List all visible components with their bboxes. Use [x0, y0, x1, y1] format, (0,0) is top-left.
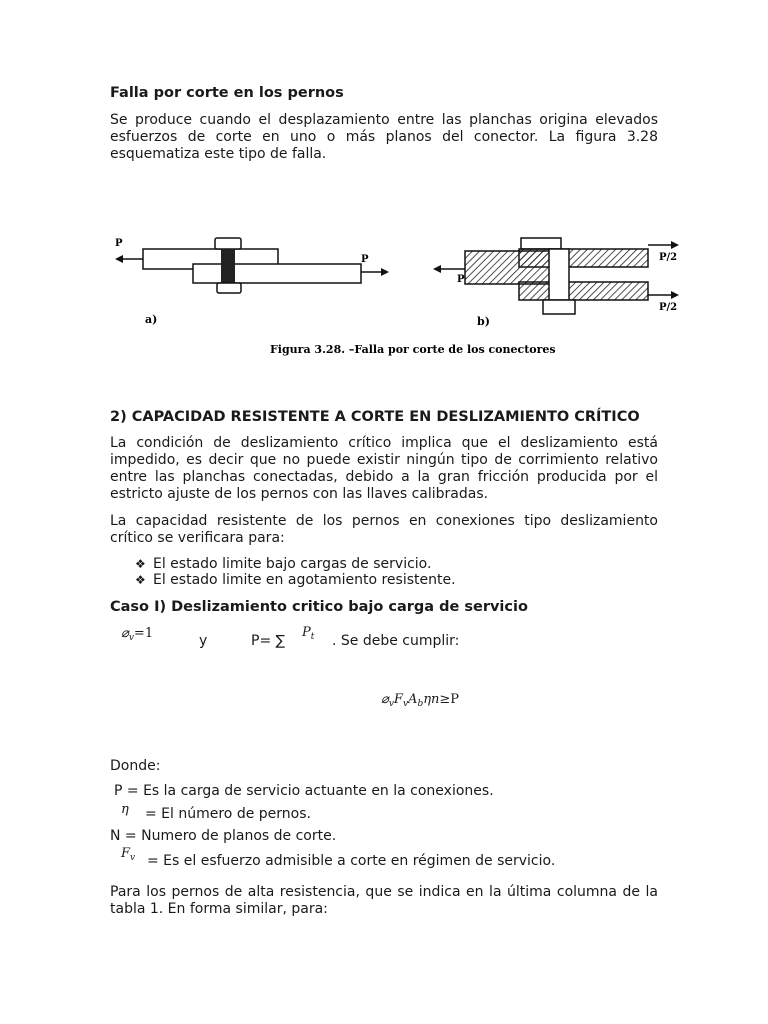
- load-label-p2-top: P/2: [659, 252, 678, 263]
- figure-caption: Figura 3.28. –Falla por corte de los conectores: [270, 343, 556, 356]
- list-item-text: El estado limite en agotamiento resistente.: [153, 572, 456, 588]
- paragraph-line: Para los pernos de alta resistencia, que se indica en la última columna de la: [110, 884, 658, 900]
- section-title-caso: Caso I) Deslizamiento critico bajo carga de servicio: [110, 599, 528, 615]
- phi-v-equation: $⌀_v=1$: [121, 626, 154, 643]
- donde-label: Donde:: [110, 758, 161, 774]
- arrowhead-top: [671, 241, 679, 249]
- bolt-head: [215, 238, 241, 249]
- bolt-nut: [217, 283, 241, 293]
- definition-p: P = Es la carga de servicio actuante en la conexiones.: [114, 783, 494, 799]
- arrowhead-bottom: [671, 291, 679, 299]
- bolt-nut: [543, 300, 575, 314]
- list-item-text: El estado limite bajo cargas de servicio.: [153, 556, 432, 572]
- paragraph-line: esquematiza este tipo de falla.: [110, 146, 327, 162]
- paragraph-line: crítico se verificara para:: [110, 530, 285, 546]
- load-label-p-left: P: [115, 238, 123, 249]
- arrowhead-right: [381, 268, 389, 276]
- load-label-p2-bottom: P/2: [659, 302, 678, 313]
- paragraph-line: entre las planchas conectadas, debido a la gran fricción producida por el: [110, 469, 658, 485]
- se-debe-cumplir: . Se debe cumplir:: [332, 633, 460, 649]
- conjunction-y: y: [199, 633, 208, 649]
- bolt-head: [521, 238, 561, 249]
- diamond-bullet-icon: ❖: [135, 557, 146, 571]
- figure-b-double-shear: [433, 238, 679, 328]
- section-title-falla: Falla por corte en los pernos: [110, 85, 344, 101]
- paragraph-line: La capacidad resistente de los pernos en conexiones tipo deslizamiento: [110, 513, 658, 529]
- load-label-p: P: [457, 274, 465, 285]
- definition-n: N = Numero de planos de corte.: [110, 828, 337, 844]
- bottom-splice-plate: [519, 282, 648, 300]
- main-formula: $⌀_vF_vA_b\eta n\ge P$: [381, 692, 460, 709]
- paragraph-line: esfuerzos de corte en uno o más planos del conector. La figura 3.28: [110, 129, 658, 145]
- lower-plate: [193, 264, 361, 283]
- figure-a-single-shear: [115, 238, 389, 326]
- figure-bolt-shear-failure: [105, 222, 695, 362]
- paragraph-line: Se produce cuando el desplazamiento entre las planchas origina elevados: [110, 112, 658, 128]
- eta-symbol: η: [121, 802, 129, 817]
- bolt-shank: [549, 249, 569, 300]
- paragraph-line: tabla 1. En forma similar, para:: [110, 901, 328, 917]
- pt-term: $P_t$: [302, 625, 315, 642]
- paragraph-line: estricto ajuste de los pernos con las llaves calibradas.: [110, 486, 489, 502]
- load-label-p-right: P: [361, 254, 369, 265]
- fv-symbol: $F_v$: [121, 846, 136, 863]
- list-item: [135, 556, 431, 572]
- arrowhead-left: [433, 265, 441, 273]
- paragraph-line: La condición de deslizamiento crítico implica que el deslizamiento está: [110, 435, 658, 451]
- p-sum-equation: P= ∑: [251, 633, 286, 649]
- label-a: a): [145, 313, 158, 326]
- label-b: b): [477, 315, 490, 328]
- section-title-capacidad: 2) CAPACIDAD RESISTENTE A CORTE EN DESLIZAMIENTO CRÍTICO: [110, 409, 640, 425]
- bolt-shank: [221, 249, 235, 283]
- list-item: [135, 572, 456, 588]
- definition-fv: = Es el esfuerzo admisible a corte en régimen de servicio.: [147, 853, 556, 869]
- diamond-bullet-icon: ❖: [135, 573, 146, 587]
- definition-eta: = El número de pernos.: [145, 806, 311, 822]
- paragraph-line: impedido, es decir que no puede existir ningún tipo de corrimiento relativo: [110, 452, 658, 468]
- arrowhead-left: [115, 255, 123, 263]
